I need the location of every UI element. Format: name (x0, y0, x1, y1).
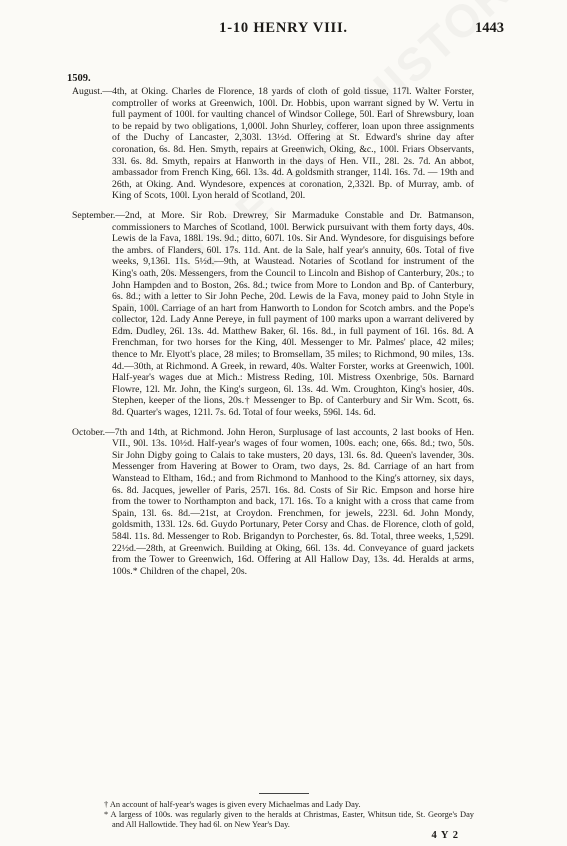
footnotes (104, 800, 474, 831)
footnote-divider (259, 793, 309, 794)
entry-text: —2nd, at More. Sir Rob. Drewrey, Sir Marmaduke Constable and Dr. Batmanson, commissioners to Marches of Scotland, 100l. Berwick pursuivant with them forty days, 40s. Lewis de la Fava, 188l. 19s. 9d.; ditto, 607l. 10s. Sir And. Wyndesore, for disguisings before the ambrs. of Flanders, 60l. 17s. 11d. Ant. de la Sale, half year's annuity, 60s. Total of five weeks, 9,136l. 11s. 5½d.—9th, at Waustead. Notaries of Scotland for instrument of the King's oath, 20s. Messengers, from the Council to Lincoln and Bishop of Canterbury, 20s.; to John Hampden and to Boston, 26s. 8d.; twice from More to London and Bp. of Canterbury, 6s. 8d.; with a letter to Sir John Peche, 20d. Lewis de la Fava, money paid to John Style in Spain, 100l. Carriage of an hart from Hanworth to London for Scotch ambrs. and the Pope's collector, 12d. Lady Anne Pereye, in full payment of 100 marks upon a warrant delivered by Edm. Dudley, 26l. 13s. 4d. Matthew Baker, 6l. 16s. 8d., in full payment of 16l. 16s. 8d. A Frenchman, for two horses for the King, 40l. Messenger to Mr. Palmes' place, 42 miles; thence to Mr. Elyott's place, 28 miles; to Bromsellam, 35 miles; to Richmond, 90 miles, 13s. 4d.—30th, at Richmond. A Greek, in reward, 40s. Walter Forster, works at Greenwich, 100l. Half-year's wages due at Mich.: Mistress Reding, 10l. Mistress Oxenbrige, 50s. Barnard Flowre, 12l. Mr. John, the King's surgeon, 6l. 13s. 4d. Wm. Croughton, King's hosier, 40s. Stephen, keeper of the lions, 20s.† Messenger to Bp. of Canterbury and Sir Wm. Scott, 6s. 8d. Quarter's wages, 121l. 7s. 6d. Total of four weeks, 596l. 14s. 6d. (112, 209, 474, 419)
month-label: October. (72, 426, 106, 438)
entry-text: —7th and 14th, at Richmond. John Heron, Surplusage of last accounts, 2 last books of Hen. VII., 90l. 13s. 10½d. Half-year's wages of four women, 100s. each; one, 66s. 8d.; two, 50s. Sir John Digby going to Calais to take musters, 20 days, 13l. 6s. 8d. Queen's lavender, 30s. Messenger from Havering at Bower to Oram, two days, 2s. 8d. Carriage of an hart from Wanstead to Eltham, 16d.; and from Richmond to Manhood to the King's attorney, six days, 6s. 8d. Jacques, jeweller of Paris, 257l. 16s. 8d. Costs of Sir Ric. Empson and horse hire from the tower to Northampton and back, 17l. 16s. To a knight with a cross that came from Spain, 13l. 6s. 8d.—21st, at Croydon. Frenchmen, for jewels, 223l. 6d. John Mondy, goldsmith, 133l. 12s. 6d. Guydo Portunary, Peter Corsy and Chas. de Florence, cloth of gold, 584l. 11s. 8d. Messenger to Rob. Brigandyn to Porchester, 6s. 8d. Total, three weeks, 1,529l. 22½d.—28th, at Greenwich. Building at Oking, 66l. 13s. 4d. Conveyance of guard jackets from the Tower to Greenwich, 16d. Offering at All Hallow Day, 13s. 4d. Heralds at arms, 100s.* Children of the chapel, 20s. (105, 426, 474, 577)
page-header (0, 20, 567, 42)
month-label: September. (72, 209, 116, 221)
month-label: August. (72, 86, 103, 97)
entry-august (72, 86, 474, 202)
printer-signature-mark: 4 Y 2 (431, 830, 459, 841)
entry-october (72, 427, 474, 578)
footnote-dagger: † An account of half-year's wages is given every Michaelmas and Lady Day. (104, 800, 361, 809)
page-number: 1443 (475, 20, 504, 36)
calendar-entries (72, 86, 474, 585)
entry-text: —4th, at Oking. Charles de Florence, 18 yards of cloth of gold tissue, 117l. Walter Forster, comptroller of works at Greenwich, 100l. Dr. Hobbis, upon warrant signed by W. Vertu in full payment of 100l. for vaulting chancel of Windsor College, 50l. Earl of Shrewsbury, loan to be repaid by two obligations, 1,000l. John Shurley, cofferer, loan upon three assignments of the Duchy of Lancaster, 2,303l. 13½d. Offering at St. Edward's shrine day after coronation, 6s. 8d. Hen. Smyth, repairs at Greenwich, Oking, &c., 100l. Friars Observants, 33l. 6s. 8d. Smyth, repairs at Hanworth in the days of Hen. VII., 28l. 2s. 7d. An abbot, ambassador from French King, 66l. 13s. 4d. A goldsmith stranger, 114l. 16s. 7d. — 19th and 26th, at Oking. And. Wyndesore, expences at coronation, 2,332l. Bp. of Murray, amb. of King of Scots, 100l. Lyon herald of Scotland, 20l. (102, 86, 474, 202)
running-title: 1-10 HENRY VIII. (219, 20, 348, 36)
entry-september (72, 210, 474, 419)
footnote-asterisk: * A largess of 100s. was regularly given to the heralds at Christmas, Easter, Whitsun tide, St. George's Day and All Hallowtide. They had 6l. on New Year's Day. (104, 810, 474, 830)
year-heading: 1509. (67, 73, 91, 84)
